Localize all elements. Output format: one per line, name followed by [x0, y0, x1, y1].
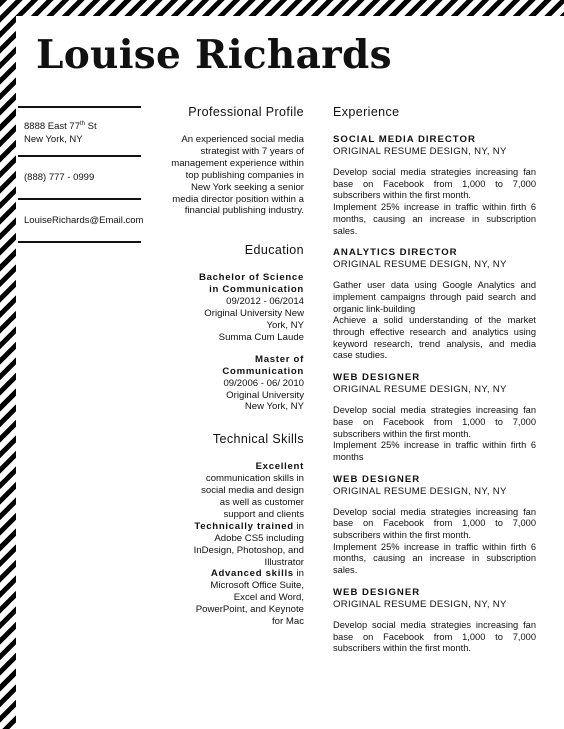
skill-line: support and clients: [223, 508, 304, 520]
profile-heading: Professional Profile: [188, 105, 304, 119]
job-description: Gather user data using Google Analytics and implement campaigns through paid search and organic link-building: [333, 280, 536, 314]
school-line: Original University New: [204, 308, 304, 320]
job-entry: [333, 474, 536, 577]
job-company: ORIGINAL RESUME DESIGN, NY, NY: [333, 384, 507, 396]
candidate-name: Louise Richards: [36, 32, 392, 78]
degree-line: Bachelor of Science: [198, 272, 304, 284]
job-description: Develop social media strategies increasing fan base on Facebook from 1,000 to 7,000 subscribers within the first month.: [333, 405, 536, 439]
street-number: 8888 East 77: [24, 121, 80, 133]
school-line: York, NY: [266, 319, 304, 331]
job-entry: [333, 134, 536, 237]
skill-item: [170, 521, 304, 569]
skill-line: as well as customer: [219, 497, 304, 509]
job-description: Implement 25% increase in traffic within firth 6 months, causing an increase in subscription sales.: [333, 541, 536, 576]
street-type: St: [85, 121, 97, 133]
skill-label-suffix: in: [293, 568, 304, 580]
experience-column: [333, 104, 536, 662]
job-company: ORIGINAL RESUME DESIGN, NY, NY: [333, 485, 507, 497]
education-dates: 09/2012 - 06/2014: [226, 296, 304, 308]
job-description: Develop social media strategies increasing fan base on Facebook from 1,000 to 7,000 subscribers within the first month.: [333, 619, 536, 654]
phone-number: (888) 777 - 0999: [24, 172, 95, 184]
education-heading: Education: [244, 243, 304, 258]
education-dates: 09/2006 - 06/ 2010: [223, 377, 304, 389]
skill-line: communication skills in: [205, 473, 304, 485]
skill-line: Excel and Word,: [233, 592, 304, 604]
job-entry: [333, 587, 536, 655]
job-title: WEB DESIGNER: [333, 372, 421, 384]
address-line-2: New York, NY: [24, 134, 83, 146]
job-description: Develop social media strategies increasing fan base on Facebook from 1,000 to 7,000 subscribers within the first month.: [333, 167, 536, 201]
job-company: ORIGINAL RESUME DESIGN, NY, NY: [333, 146, 507, 157]
job-description: Implement 25% increase in traffic within firth 6 months: [333, 440, 536, 462]
experience-heading: Experience: [333, 105, 400, 119]
left-stripe-border: [0, 0, 16, 729]
skill-line: Adobe CS5 including: [214, 532, 304, 544]
street-suffix: th: [80, 121, 86, 127]
job-title: WEB DESIGNER: [333, 586, 421, 598]
degree-line: Communication: [222, 365, 304, 377]
education-entry: [170, 354, 304, 414]
degree-line: Master of: [255, 353, 304, 365]
skills-heading: Technical Skills: [212, 432, 304, 447]
skill-label-suffix: in: [293, 520, 304, 532]
job-entry: [333, 372, 536, 464]
skill-line: Microsoft Office Suite,: [210, 580, 304, 592]
job-company: ORIGINAL RESUME DESIGN, NY, NY: [333, 259, 507, 271]
divider: [18, 241, 141, 243]
skill-line: for Mac: [272, 616, 304, 628]
job-description: Achieve a solid understanding of the market through effective research and analytics using keyword research, trend analysis, and media case studies.: [333, 315, 536, 361]
honors: Summa Cum Laude: [218, 331, 304, 343]
top-stripe-border: [0, 0, 564, 16]
degree-line: in Communication: [209, 284, 304, 296]
profile-text: An experienced social media strategist with 7 years of management experience within top publishing companies in New York seeking a senior media director position within a financial publishing industry.: [171, 134, 304, 217]
contact-column: [18, 106, 144, 243]
skill-line: Illustrator: [264, 556, 304, 568]
job-description: Develop social media strategies increasing fan base on Facebook from 1,000 to 7,000 subscribers within the first month.: [333, 506, 536, 541]
skill-label: Excellent: [255, 461, 304, 473]
email-address: LouiseRichards@Email.com: [24, 215, 144, 227]
skill-label: Advanced skills: [210, 568, 294, 580]
middle-column: [170, 104, 304, 628]
skill-label: Technically trained: [194, 520, 294, 532]
skill-line: InDesign, Photoshop, and: [193, 544, 304, 556]
school-line: New York, NY: [244, 401, 304, 413]
skill-line: PowerPoint, and Keynote: [195, 604, 304, 616]
skill-item: [170, 461, 304, 521]
school-line: Original University: [226, 389, 304, 401]
skill-item: [170, 568, 304, 628]
address-line-1: [24, 118, 141, 133]
address-block: [18, 108, 141, 155]
skill-line: social media and design: [201, 485, 304, 497]
job-title: ANALYTICS DIRECTOR: [333, 247, 458, 259]
job-entry: [333, 247, 536, 362]
job-title: SOCIAL MEDIA DIRECTOR: [333, 134, 476, 145]
job-company: ORIGINAL RESUME DESIGN, NY, NY: [333, 598, 507, 610]
education-entry: [170, 272, 304, 343]
job-description: Implement 25% increase in traffic within firth 6 months, causing an increase in subscription sales.: [333, 202, 536, 236]
job-title: WEB DESIGNER: [333, 473, 421, 485]
